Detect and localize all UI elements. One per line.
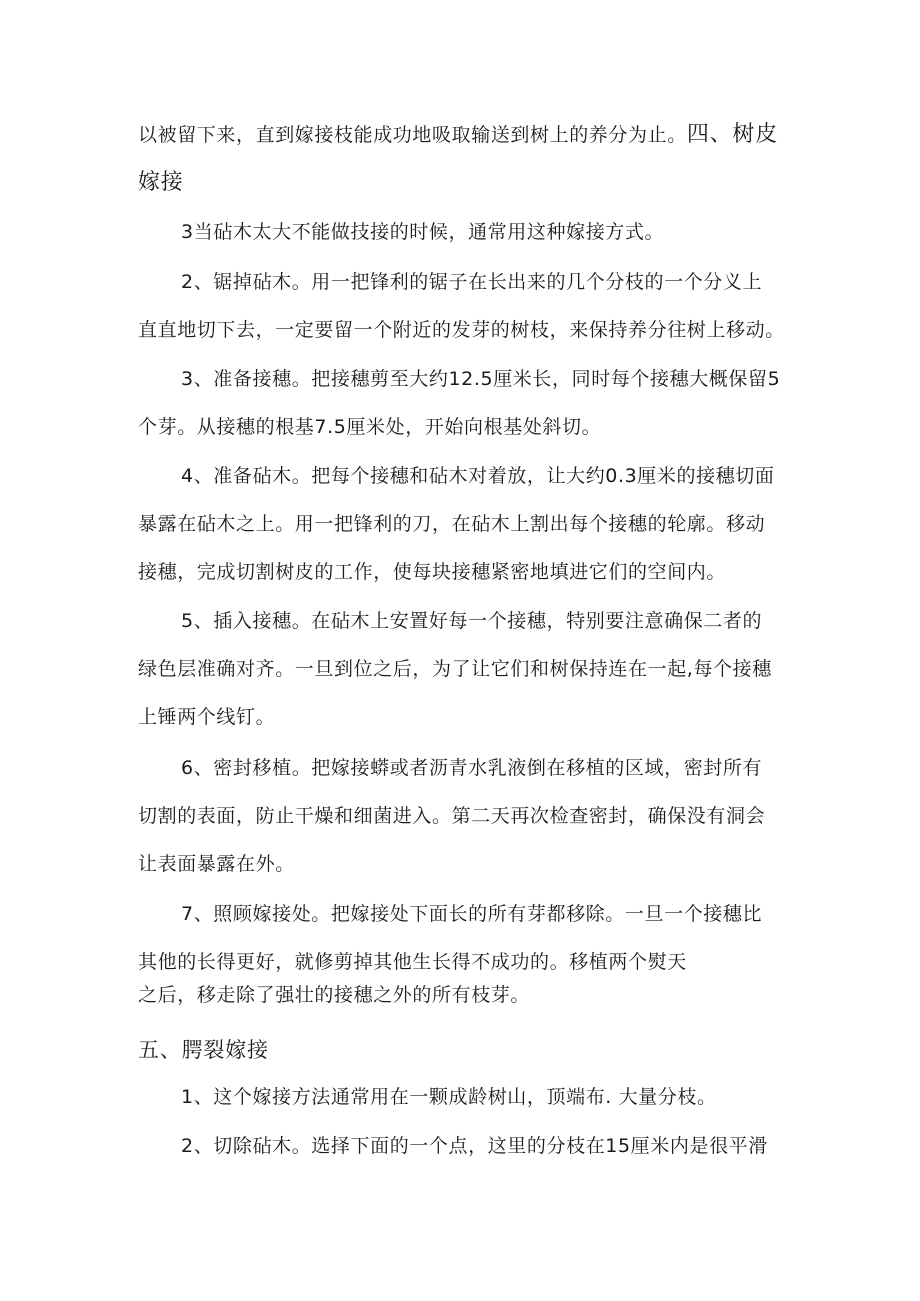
intro-text: 以被留下来，直到嫁接枝能成功地吸取输送到树上的养分为止。 (138, 124, 687, 146)
s5-item2-line1: 2、切除砧木。选择下面的一个点，这里的分枝在15厘米内是很平滑 (181, 1135, 768, 1157)
s4-item7-line2: 其他的长得更好，就修剪掉其他生长得不成功的。移植两个熨天 (138, 951, 687, 973)
s4-item7-line3: 之后，移走除了强壮的接穗之外的所有枝芽。 (138, 984, 531, 1006)
s4-item3-line2: 个芽。从接穗的根基7.5厘米处，开始向根基处斜切。 (138, 416, 602, 438)
s4-item6-line1: 6、密封移植。把嫁接蟒或者沥青水乳液倒在移植的区域，密封所有 (181, 757, 763, 779)
s5-item1-line1: 1、这个嫁接方法通常用在一颗成龄树山，顶端布. 大量分枝。 (181, 1086, 717, 1108)
s4-item7-line1: 7、照顾嫁接处。把嫁接处下面长的所有芽都移除。一旦一个接穗比 (181, 903, 763, 925)
section4-heading-part1: 四、树皮 (686, 122, 779, 147)
s4-item6-line2: 切割的表面，防止干燥和细菌进入。第二天再次检查密封，确保没有洞会 (138, 805, 766, 827)
s4-item3-line1: 3、准备接穗。把接穗剪至大约12.5厘米长，同时每个接穗大概保留5 (181, 368, 781, 390)
s4-item4-line1: 4、准备砧木。把每个接穗和砧木对着放，让大约0.3厘米的接穗切面 (181, 465, 775, 487)
s4-item5-line2: 绿色层准确对齐。一旦到位之后，为了让它们和树保持连在一起,每个接穗 (138, 658, 772, 680)
s4-item1-line1: 3当砧木太大不能做技接的时候，通常用这种嫁接方式。 (181, 221, 665, 243)
section5-heading: 五、腭裂嫁接 (138, 1038, 269, 1062)
s4-item2-line1: 2、锯掉砧木。用一把锋利的锯子在长出来的几个分枝的一个分义上 (181, 271, 763, 293)
s4-item6-line3: 让表面暴露在外。 (138, 853, 295, 875)
s4-item5-line3: 上锤两个线钉。 (138, 706, 276, 728)
s4-item4-line3: 接穗，完成切割树皮的工作，使每块接穗紧密地填进它们的空间内。 (138, 561, 727, 583)
section4-heading-part2: 嫁接 (138, 170, 184, 195)
intro-line (138, 123, 778, 147)
s4-item5-line1: 5、插入接穗。在砧木上安置好每一个接穗，特别要注意确保二者的 (181, 610, 763, 632)
s4-item4-line2: 暴露在砧木之上。用一把锋利的刀，在砧木上割出每个接穗的轮廓。移动 (138, 513, 766, 535)
s4-item2-line2: 直直地切下去，一定要留一个附近的发芽的树枝，来保持养分往树上移动。 (138, 319, 785, 341)
